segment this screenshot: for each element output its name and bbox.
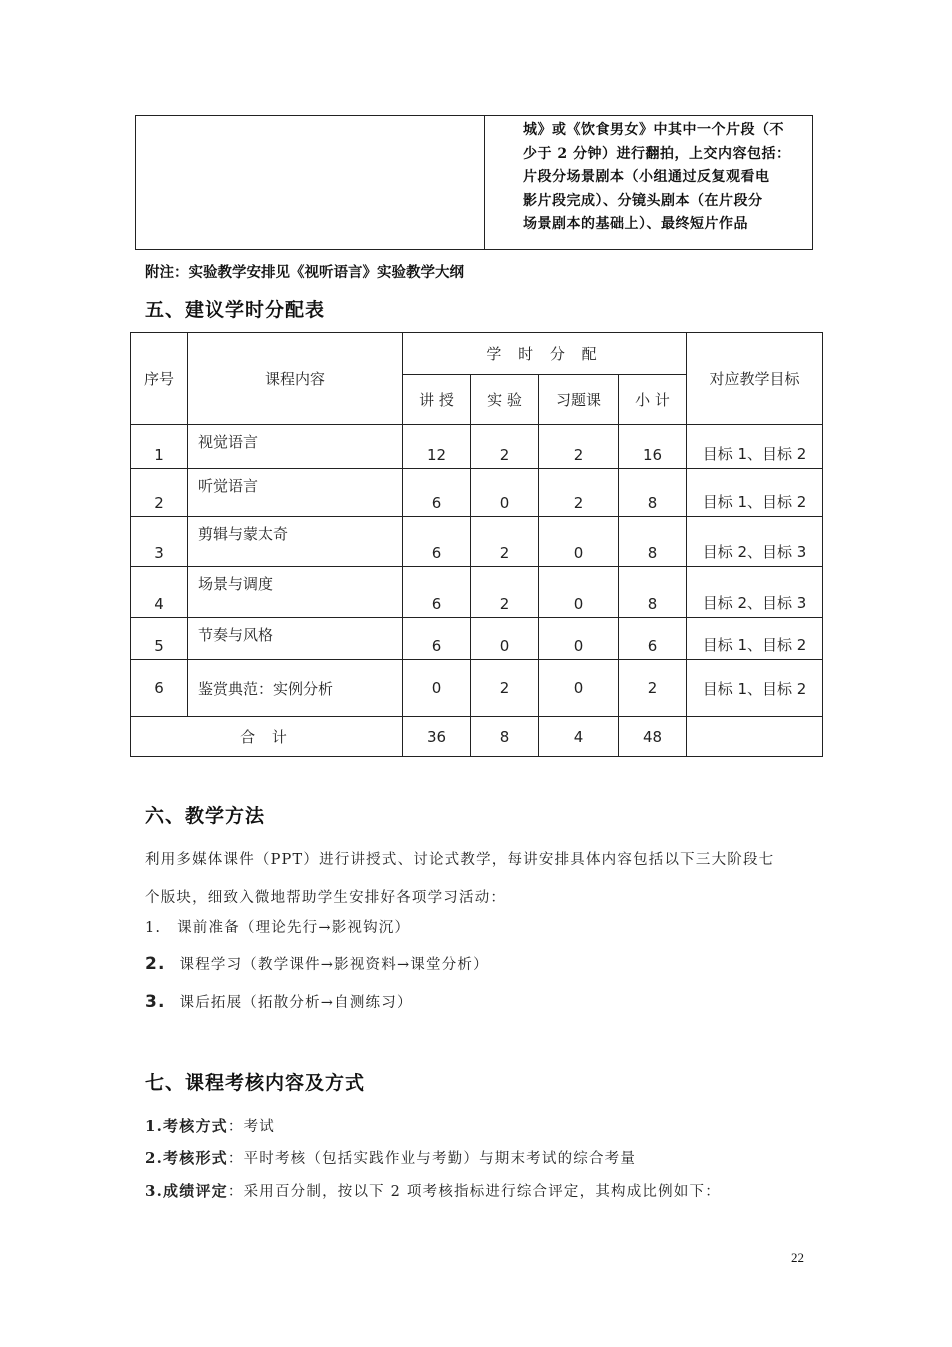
cell-subtotal: 2 [619,660,687,717]
cell-subtotal: 6 [619,618,687,660]
item-separator: ： [227,1151,244,1167]
table-row [131,517,823,567]
section-6-heading: 六、教学方法 [145,805,266,827]
header-exercise: 习题课 [539,375,619,425]
cell-seq: 1 [131,425,188,469]
page-number: 22 [791,1250,804,1265]
item-separator: ： [227,1119,244,1135]
item-text: 采用百分制，按以下 2 项考核指标进行综合评定，其构成比例如下： [243,1184,721,1200]
table-note: 附注：实验教学安排见《视听语言》实验教学大纲 [145,264,464,281]
assessment-item [145,1147,636,1168]
cell-subtotal: 16 [619,425,687,469]
item-text: 课后拓展（拓散分析→自测练习） [179,995,413,1011]
cell-goals: 目标 1、目标 2 [687,660,823,717]
cell-content: 鉴赏典范：实例分析 [188,660,403,717]
assessment-item [145,1180,721,1201]
cell-seq: 2 [131,469,188,517]
cell-total-exercise: 4 [539,717,619,757]
item-label: 1.考核方式 [145,1117,228,1135]
cell-goals: 目标 1、目标 2 [687,425,823,469]
cell-experiment: 2 [471,660,539,717]
cell-lecture: 0 [403,660,471,717]
table-row [131,567,823,618]
method-item [145,991,413,1012]
cell-content: 节奏与风格 [188,618,403,660]
experiment-description-cell [485,116,813,250]
table-row [131,469,823,517]
header-row [131,333,823,375]
header-subtotal: 小 计 [619,375,687,425]
header-content: 课程内容 [188,333,403,425]
total-row [131,717,823,757]
cell-seq: 3 [131,517,188,567]
cell-subtotal: 8 [619,517,687,567]
description-line: 片段分场景剧本（小组通过反复观看电 [523,169,770,185]
method-paragraph-line: 个版块，细致入微地帮助学生安排好各项学习活动： [145,890,507,906]
method-item [145,953,489,974]
table-row [131,618,823,660]
cell-lecture: 6 [403,517,471,567]
item-number: 1. [145,920,162,936]
cell-total-subtotal: 48 [619,717,687,757]
cell-goals: 目标 1、目标 2 [687,618,823,660]
header-lecture: 讲 授 [403,375,471,425]
table-row [131,425,823,469]
cell-exercise: 0 [539,660,619,717]
empty-left-cell [136,116,485,250]
description-line: 场景剧本的基础上）、最终短片作品 [523,216,748,232]
cell-lecture: 12 [403,425,471,469]
cell-lecture: 6 [403,469,471,517]
cell-seq: 5 [131,618,188,660]
header-seq: 序号 [131,333,188,425]
cell-goals: 目标 2、目标 3 [687,517,823,567]
cell-experiment: 2 [471,517,539,567]
cell-total-experiment: 8 [471,717,539,757]
item-label: 3.成绩评定 [145,1182,228,1200]
hours-allocation-table [130,332,823,757]
cell-content: 场景与调度 [188,567,403,618]
cell-content: 视觉语言 [188,425,403,469]
cell-exercise: 0 [539,618,619,660]
item-text: 课前准备（理论先行→影视钩沉） [177,920,411,936]
cell-goals: 目标 2、目标 3 [687,567,823,618]
description-line: 影片段完成）、分镜头剧本（在片段分 [523,192,763,209]
section-7-heading: 七、课程考核内容及方式 [145,1072,366,1094]
section-5-heading: 五、建议学时分配表 [145,299,326,321]
cell-content: 剪辑与蒙太奇 [188,517,403,567]
header-experiment: 实 验 [471,375,539,425]
cell-total-lecture: 36 [403,717,471,757]
item-text: 平时考核（包括实践作业与考勤）与期末考试的综合考量 [243,1151,637,1167]
cell-lecture: 6 [403,567,471,618]
cell-lecture: 6 [403,618,471,660]
cell-seq: 4 [131,567,188,618]
header-hours-group: 学 时 分 配 [403,333,687,375]
item-number: 2. [145,954,166,974]
item-text: 课程学习（教学课件→影视资料→课堂分析） [179,957,489,973]
description-line: 少于 2 分钟）进行翻拍，上交内容包括： [523,145,791,162]
item-separator: ： [227,1184,244,1200]
cell-seq: 6 [131,660,188,717]
method-paragraph-line: 利用多媒体课件（PPT）进行讲授式、讨论式教学，每讲安排具体内容包括以下三大阶段七 [145,852,775,868]
item-text: 考试 [243,1119,275,1135]
cell-subtotal: 8 [619,567,687,618]
cell-experiment: 2 [471,567,539,618]
cell-content: 听觉语言 [188,469,403,517]
cell-total-label: 合 计 [131,717,403,757]
item-label: 2.考核形式 [145,1149,228,1167]
cell-total-goals [687,717,823,757]
previous-table-continuation [135,115,813,250]
cell-exercise: 2 [539,425,619,469]
cell-experiment: 2 [471,425,539,469]
cell-subtotal: 8 [619,469,687,517]
cell-experiment: 0 [471,469,539,517]
item-number: 3. [145,992,166,1012]
table-row [131,660,823,717]
cell-exercise: 0 [539,517,619,567]
cell-exercise: 2 [539,469,619,517]
header-goals: 对应教学目标 [687,333,823,425]
method-item [145,916,410,937]
description-line: 城》或《饮食男女》中其中一个片段（不 [523,122,784,138]
assessment-item [145,1115,275,1136]
cell-goals: 目标 1、目标 2 [687,469,823,517]
cell-experiment: 0 [471,618,539,660]
cell-exercise: 0 [539,567,619,618]
